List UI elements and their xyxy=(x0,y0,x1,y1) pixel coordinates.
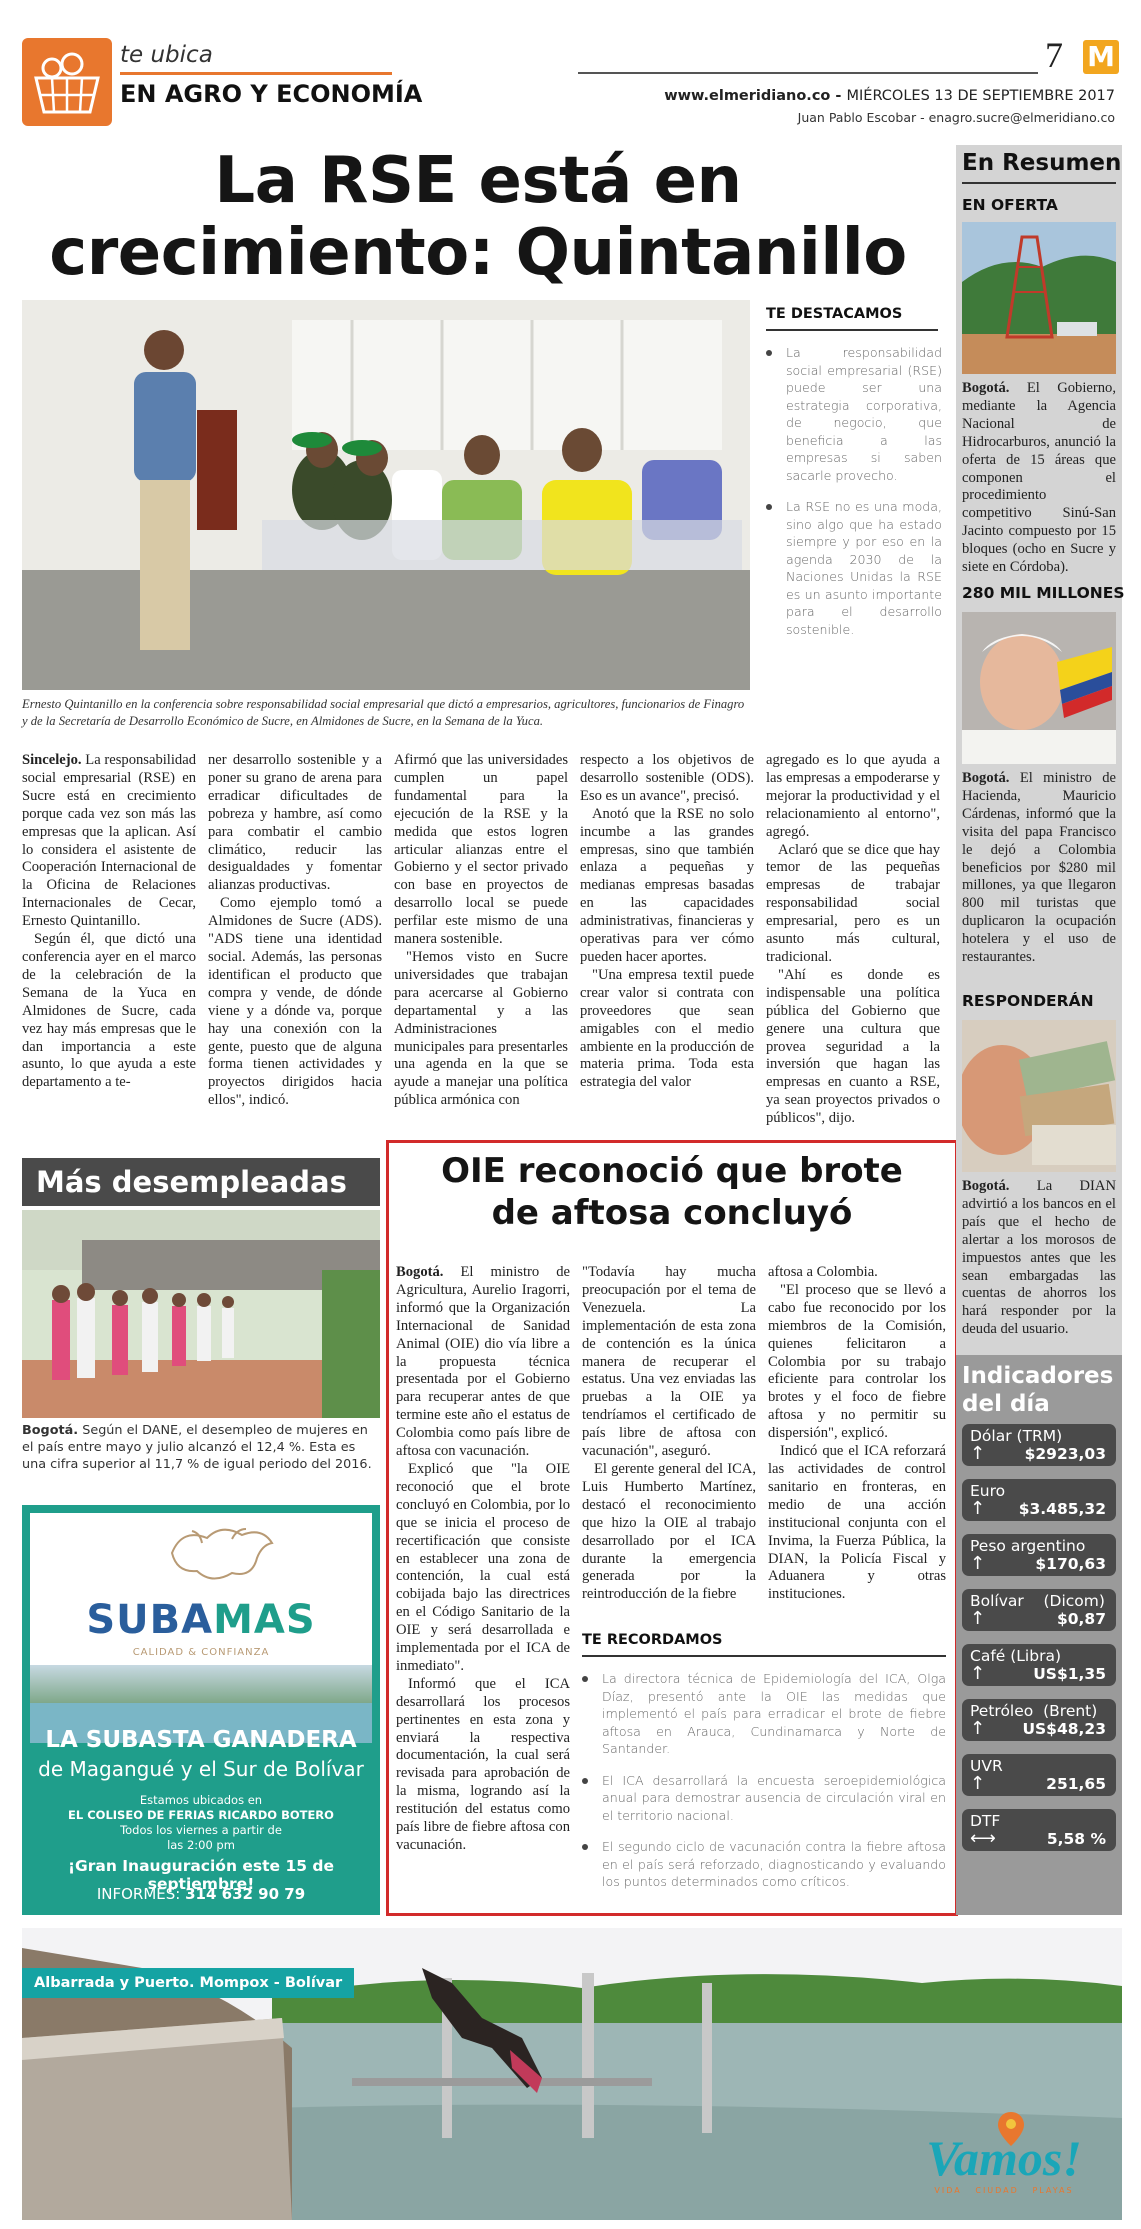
job-line-photo xyxy=(22,1210,380,1418)
resumen-text xyxy=(962,1178,1116,1339)
indicator-value: US$48,23 xyxy=(1022,1720,1106,1738)
indicator-label: Dólar (TRM) xyxy=(970,1427,1063,1445)
basket-icon xyxy=(22,38,112,126)
indicator-card xyxy=(962,1809,1116,1851)
up-arrow-icon: ↑ xyxy=(970,1443,986,1464)
indicator-card xyxy=(962,1644,1116,1686)
destacamos-rule xyxy=(766,329,938,331)
up-arrow-icon: ↑ xyxy=(970,1498,986,1519)
indicator-label: Euro xyxy=(970,1482,1006,1500)
main-article-col-3 xyxy=(394,752,568,1110)
banknotes-photo xyxy=(962,1020,1116,1172)
vamos-subline: VIDA CIUDAD PLAYAS xyxy=(934,2186,1074,2195)
ad-phone[interactable]: 314 632 90 79 xyxy=(185,1885,306,1903)
paragraph: Según él, que dictó una conferencia ayer en el marco de la celebración de la Semana de la Yuca en Almidones de Sucre, cada vez hay más empresas que le dan importancia a este asunto, lo que ayuda a este departamento a te- xyxy=(22,931,196,1091)
indicator-value: $3.485,32 xyxy=(1018,1500,1106,1518)
photo-caption: Ernesto Quintanillo en la conferencia sobre responsabilidad social empresarial que dictó a empresarios, agricultores, funcionarios de Finagro y de la Secretaría de Desarrollo Económico de Sucre, en Almidones de Sucre, en la Semana de la Yuca. xyxy=(22,697,745,728)
vamos-wordmark: Vamos! xyxy=(926,2130,1082,2186)
indicator-card xyxy=(962,1589,1116,1631)
ad-tagline: CALIDAD & CONFIANZA xyxy=(132,1647,270,1658)
resumen-heading: 280 MIL MILLONES xyxy=(962,584,1125,602)
resumen-dateline: Bogotá. xyxy=(962,1178,1010,1194)
paragraph: Explicó que "la OIE reconoció que el brote concluyó en Colombia, por lo que se inicia el proceso de recertificación que consiste en establecer una zona de contención, la cual está cobijada bajo las directrices en el Código Sanitario de la OIE y será desarrollada e implementada por el ICA de inmediato". xyxy=(396,1460,570,1674)
indicator-card xyxy=(962,1754,1116,1796)
ad-contact xyxy=(22,1885,380,1903)
paragraph: Anotó que la RSE no solo incumbe a las grandes empresas, sino que también enlaza a pequeñas y medianas empresas basadas en las capacidades administrativas, financieras y operativas para ver cómo pueden hacer aportes. xyxy=(580,805,754,965)
paragraph: El gerente general del ICA, Luis Humberto Martínez, destacó el reconocimiento que hizo la OIE al trabajo desarrollado por el ICA durante la emergencia generada por la reintroducción de la fiebre xyxy=(582,1460,756,1603)
header-rule xyxy=(578,72,1038,74)
resumen-heading: RESPONDERÁN xyxy=(962,992,1094,1010)
subamas-ad[interactable] xyxy=(22,1505,380,1915)
section-kicker: te ubica xyxy=(120,42,213,68)
headline-line-1: La RSE está en xyxy=(214,144,742,218)
paragraph: Afirmó que las universidades cumplen un papel fundamental para la ejecución de la RSE y la medida que estos logren articular alianzas entre el Gobierno y el sector privado con base en proyectos de desarrollo local se puede perfilar este mismo de una manera sostenible. xyxy=(394,752,568,948)
desempleo-title: Más desempleadas xyxy=(22,1158,380,1206)
indicator-card xyxy=(962,1534,1116,1576)
resumen-title: En Resumen xyxy=(962,150,1122,176)
indicadores-title xyxy=(962,1362,1113,1418)
destacamos-item: La responsabilidad social empresarial (RSE) puede ser una estrategia corporativa, de negocio, que beneficia a las empresas si saben sacarle provecho. xyxy=(762,344,942,484)
paragraph: Aclaró que se dice que hay temor de las pequeñas empresas de trabajar responsabilidad social empresarial, pero es un asunto más cultural, tradicional. xyxy=(766,841,940,965)
indicator-value: $170,63 xyxy=(1035,1555,1106,1573)
main-article-col-1 xyxy=(22,752,196,1092)
oie-headline xyxy=(392,1150,952,1234)
paragraph: Informó que el ICA desarrollará los procesos pertinentes en esta zona y enviará la respectiva documentación, la cual será revisada para aprobación de la misma, logrando así la restitución del estatus como país libre de fiebre aftosa con vacunación. xyxy=(396,1675,570,1853)
site-url[interactable]: www.elmeridiano.co xyxy=(664,88,831,104)
paragraph: "Ahí es donde es indispensable una política pública del Gobierno que genere una cultura que provea seguridad a la inversión que hagan las empresas en cuanto a RSE, ya sean proyectos privados o públicos", dijo. xyxy=(766,966,940,1127)
section-title: EN AGRO Y ECONOMÍA xyxy=(120,80,423,108)
ad-brand-b: MAS xyxy=(213,1597,316,1643)
up-arrow-icon: ↑ xyxy=(970,1663,986,1684)
resumen-dateline: Bogotá. xyxy=(962,380,1010,396)
paragraph: La responsabilidad social empresarial (RSE) en Sucre está en crecimiento porque cada vez son más las empresas que la aplican. Así lo considera el asistente de Cooperación Internacional de la Oficina de Relaciones Internacionales de Cecar, Ernesto Quintanillo. xyxy=(22,752,196,930)
indicadores-title-line: Indicadores xyxy=(962,1363,1114,1389)
paragraph: agregado es lo que ayuda a las empresas a empoderarse y mejorar la productividad y el relacionamiento al entorno", agregó. xyxy=(766,752,940,840)
ad-location xyxy=(22,1793,380,1853)
destacamos-title: TE DESTACAMOS xyxy=(766,306,903,322)
section-logo xyxy=(22,38,112,126)
recordamos-item: El segundo ciclo de vacunación contra la fiebre aftosa en el país será reforzado, diagnosticando y evaluando los puntos determinados como críticos. xyxy=(578,1838,946,1891)
up-arrow-icon: ↑ xyxy=(970,1773,986,1794)
left-right-arrow-icon: ⟷ xyxy=(970,1828,996,1849)
headline-line-2: crecimiento: Quintanillo xyxy=(49,216,907,290)
indicator-card xyxy=(962,1479,1116,1521)
indicator-label: Bolívar (Dicom) xyxy=(970,1592,1105,1610)
ad-brand xyxy=(22,1597,380,1643)
main-article-col-2 xyxy=(208,752,382,1110)
desempleo-body: Según el DANE, el desempleo de mujeres en el país entre mayo y julio alcanzó el 12,4 %. Esta es una cifra superior al 11,7 % de igual periodo del 2016. xyxy=(22,1423,372,1472)
main-article-col-5 xyxy=(766,752,940,1128)
resumen-body: El Gobierno, mediante la Agencia Nacional de Hidrocarburos, anunció la oferta de 15 áreas que componen el procedimiento competitivo Sinú-San Jacinto compuesto por 15 bloques (ocho en Sucre y siete en Córdoba). xyxy=(962,380,1116,576)
byline: Juan Pablo Escobar - enagro.sucre@elmeridiano.co xyxy=(797,110,1115,125)
resumen-rule xyxy=(962,182,1116,184)
desempleo-text xyxy=(22,1422,380,1473)
indicator-value: US$1,35 xyxy=(1033,1665,1106,1683)
paragraph: "Una empresa textil puede crear valor si contrata con proveedores que sean amigables con el medio ambiente en la producción de materia prima. Toda esta estrategia del valor xyxy=(580,966,754,1091)
ad-location-line: Todos los viernes a partir de xyxy=(120,1823,282,1837)
recordamos-item: El ICA desarrollará la encuesta seroepidemiológica anual para demostrar ausencia de circulación viral en el territorio nacional. xyxy=(578,1772,946,1825)
section-rule xyxy=(120,72,392,75)
oie-dateline: Bogotá. xyxy=(396,1264,444,1280)
paragraph: ner desarrollo sostenible y a poner su grano de arena para erradicar dificultades de pobreza y hambre, así como para combatir el cambio climático, reducir las desigualdades y fomentar alianzas productivas. xyxy=(208,752,382,894)
indicator-card xyxy=(962,1699,1116,1741)
resumen-body: La DIAN advirtió a los bancos en el país que el hecho de alertar a los morosos de impuestos antes que les sean embargadas las cuentas de ahorros los hará responder por la deuda del usuario. xyxy=(962,1178,1116,1338)
destacamos-list xyxy=(762,344,942,652)
indicator-label: DTF xyxy=(970,1812,1001,1830)
site-date-separator: - xyxy=(830,88,847,104)
ad-landscape xyxy=(30,1665,372,1703)
ad-contact-label: INFORMES: xyxy=(96,1885,181,1903)
main-headline xyxy=(22,145,934,289)
paragraph: aftosa a Colombia. xyxy=(768,1264,878,1280)
indicator-value: $0,87 xyxy=(1056,1610,1106,1628)
indicator-value: 5,58 % xyxy=(1046,1830,1106,1848)
indicator-value: 251,65 xyxy=(1046,1775,1106,1793)
recordamos-rule xyxy=(582,1655,946,1657)
ad-title: LA SUBASTA GANADERA xyxy=(45,1727,357,1753)
oie-col-3 xyxy=(768,1264,946,1604)
indicator-card xyxy=(962,1424,1116,1466)
paragraph: El ministro de Agricultura, Aurelio Iragorri, informó que la Organización Internacional de Sanidad Animal (OIE) dio vía libre a la propuesta técnica presentada por el Gobierno para recuperar antes de que termine este año el estatus de Colombia como país libre de aftosa con vacunación. xyxy=(396,1264,570,1460)
recordamos-list xyxy=(578,1670,946,1905)
up-arrow-icon: ↑ xyxy=(970,1718,986,1739)
ad-inauguration: ¡Gran Inauguración este 15 de septiembre! xyxy=(67,1857,335,1893)
cattle-logo-icon xyxy=(162,1523,282,1593)
up-arrow-icon: ↑ xyxy=(970,1608,986,1629)
ad-location-line: EL COLISEO DE FERIAS RICARDO BOTERO xyxy=(68,1808,334,1822)
resumen-body: El ministro de Hacienda, Mauricio Cárdenas, informó que la visita del papa Francisco le dejó a Colombia beneficios por $280 mil millones, ya que llegaron 800 mil turistas que duplicaron la ocupación hotelera y el uso de restaurantes. xyxy=(962,770,1116,966)
conference-photo xyxy=(22,300,750,690)
paragraph: Como ejemplo tomó a Almidones de Sucre (ADS). "ADS tiene una identidad social. Además, las personas identifican el producto que compra y vende, de dónde viene y a dónde va, porque hay una conexión con la gente, puesto que de alguna forma tienen actividades y proyectos dirigidos hacia ellos", indicó. xyxy=(208,895,382,1109)
main-dateline: Sincelejo. xyxy=(22,752,82,768)
main-article-col-4 xyxy=(580,752,754,1092)
recordamos-item: La directora técnica de Epidemiología del ICA, Olga Díaz, presentó ante la OIE las medidas que implementó el país para erradicar el brote de fiebre aftosa en Arauca, Cundinamarca y Norte de Santander. xyxy=(578,1670,946,1758)
up-arrow-icon: ↑ xyxy=(970,1553,986,1574)
ad-brand-a: SUBA xyxy=(86,1597,214,1643)
resumen-heading: EN OFERTA xyxy=(962,196,1058,214)
indicator-label: Petróleo (Brent) xyxy=(970,1702,1098,1720)
pope-photo xyxy=(962,612,1116,764)
indicator-label: Café (Libra) xyxy=(970,1647,1061,1665)
resumen-dateline: Bogotá. xyxy=(962,770,1010,786)
indicator-value: $2923,03 xyxy=(1024,1445,1106,1463)
indicator-label: UVR xyxy=(970,1757,1003,1775)
indicadores-title-line: del día xyxy=(962,1391,1050,1417)
desempleo-dateline: Bogotá. xyxy=(22,1423,79,1438)
paragraph: "El proceso que se llevó a cabo fue reconocido por los miembros de la Comisión, quienes felicitaron a Colombia por su trabajo eficiente para controlar los brotes y el foco de fiebre aftosa y no permitir su dispersión", explicó. xyxy=(768,1281,946,1442)
paragraph: "Todavía hay mucha preocupación por el tema de Venezuela. La implementación de esta zona de contención es la única manera de recuperar el estatus. Una vez enviadas las pruebas a la OIE ya tendríamos el certificado de país libre de aftosa con vacunación", aseguró. xyxy=(582,1264,756,1460)
oie-headline-line-1: OIE reconoció que brote xyxy=(441,1151,903,1191)
paragraph: Indicó que el ICA reforzará las actividades de control sanitario en fronteras, en medio de una acción institucional conjunta con el Invima, la Fuerza Pública, la DIAN, la Policía Fiscal y Aduanera y otras instituciones. xyxy=(768,1443,946,1603)
paragraph: "Hemos visto en Sucre universidades que trabajan para acercarse al Gobierno departamental y a las Administraciones municipales para presentarles una agenda en la que se ayude a manejar una política pública armónica con xyxy=(394,948,568,1109)
indicator-label: Peso argentino xyxy=(970,1537,1086,1555)
page-number: 7 xyxy=(1045,35,1063,75)
resumen-text xyxy=(962,770,1116,967)
oie-col-1 xyxy=(396,1264,570,1855)
oie-col-2 xyxy=(582,1264,756,1604)
ad-location-line: las 2:00 pm xyxy=(167,1838,235,1852)
banner-location: Albarrada y Puerto. Mompox - Bolívar xyxy=(22,1968,354,1998)
oie-headline-line-2: de aftosa concluyó xyxy=(491,1193,853,1233)
site-date-line xyxy=(664,88,1115,104)
ad-subtitle: de Magangué y el Sur de Bolívar xyxy=(38,1757,364,1781)
resumen-text xyxy=(962,380,1116,577)
destacamos-item: La RSE no es una moda, sino algo que ha estado siempre y por eso en la agenda 2030 de la Naciones Unidas la RSE es un asunto importante para el desarrollo sostenible. xyxy=(762,498,942,638)
newspaper-logo: M xyxy=(1083,40,1119,74)
vamos-logo xyxy=(902,2112,1106,2204)
paragraph: respecto a los objetivos de desarrollo sostenible (ODS). Eso es un avance", precisó. xyxy=(580,752,754,804)
issue-date: MIÉRCOLES 13 DE SEPTIEMBRE 2017 xyxy=(846,88,1115,104)
oil-rig-photo xyxy=(962,222,1116,374)
recordamos-title: TE RECORDAMOS xyxy=(582,1632,723,1648)
ad-location-line: Estamos ubicados en xyxy=(139,1793,263,1807)
